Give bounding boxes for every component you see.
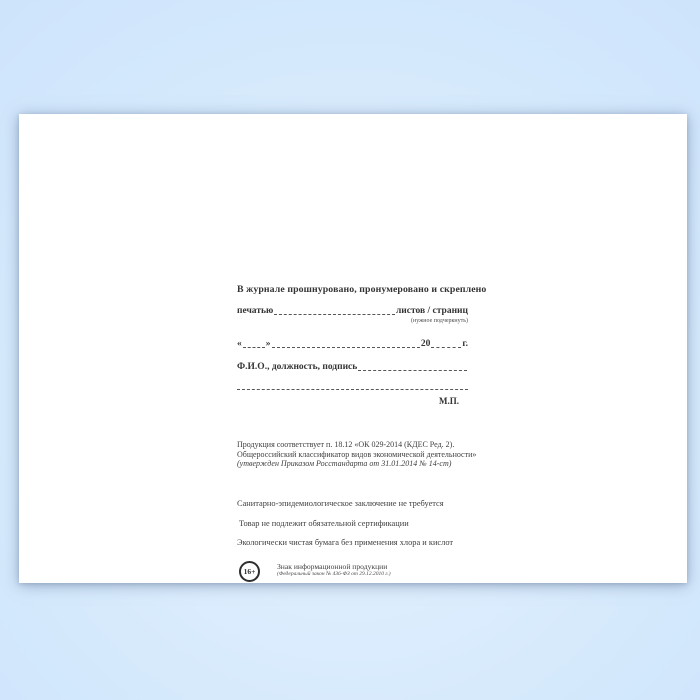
- certification-block: [237, 284, 487, 406]
- page-content: [237, 284, 487, 582]
- blank-day: [243, 347, 265, 348]
- note-certification: Товар не подлежит обязательной сертификации: [239, 518, 409, 528]
- signature-row: [237, 361, 468, 373]
- age-rating-label: 16+: [243, 566, 256, 576]
- info-sign-title: Знак информационной продукции: [277, 561, 388, 571]
- date-row: [237, 338, 468, 350]
- seal-row: [237, 305, 468, 317]
- quote-open: «: [237, 339, 242, 349]
- signature-label: Ф.И.О., должность, подпись: [237, 362, 358, 372]
- info-sign-law: (Федеральный закон № 436-ФЗ от 29.12.2010 г.): [277, 571, 391, 577]
- compliance-line-3: (утвержден Приказом Росстандарта от 31.01.2014 № 14-ст): [237, 459, 452, 468]
- blank-line: [274, 314, 395, 315]
- compliance-block: [237, 440, 477, 469]
- underline-note: (нужное подчеркнуть): [411, 318, 468, 324]
- seal-label: печатью: [237, 306, 274, 316]
- note-sanitary: Санитарно-эпидемиологическое заключение не требуется: [237, 498, 444, 508]
- info-sign-text: [277, 561, 391, 578]
- cert-statement: В журнале прошнуровано, пронумеровано и скреплено: [237, 284, 487, 295]
- blank-line-full: [237, 389, 468, 390]
- blank-signature: [358, 370, 467, 371]
- quote-close: »: [265, 339, 271, 349]
- info-sign-row: [237, 561, 468, 582]
- note-eco-paper: Экологически чистая бумага без применения хлора и кислот: [237, 537, 454, 547]
- year-prefix: 20: [420, 339, 431, 349]
- age-rating-16-icon: [239, 561, 260, 582]
- compliance-line-1: Продукция соответствует п. 18.12 «ОК 029-2014 (КДЕС Ред. 2).: [237, 440, 455, 449]
- document-page: [19, 114, 687, 583]
- sheets-label: листов / страниц: [395, 306, 468, 316]
- blank-year: [431, 347, 461, 348]
- year-suffix: г.: [462, 339, 468, 349]
- blank-month: [272, 347, 420, 348]
- compliance-line-2: Общероссийский классификатор видов экономической деятельности»: [237, 449, 477, 459]
- seal-place-abbr: М.П.: [439, 396, 459, 406]
